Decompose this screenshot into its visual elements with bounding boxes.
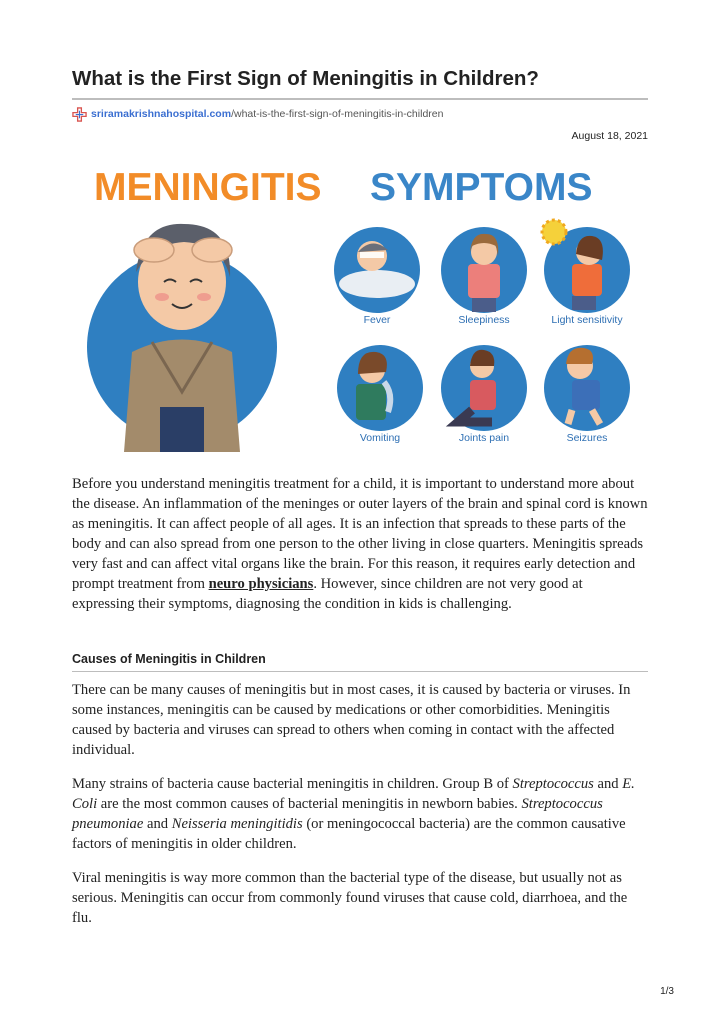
viral-paragraph: Viral meningitis is way more common than the bacterial type of the disease, but usually not as serious. Meningitis can occur from commonly found viruses that cause cold, diarrhoea, and the flu.: [72, 870, 628, 926]
hospital-logo-icon: [72, 107, 87, 122]
causes-paragraph: There can be many causes of meningitis but in most cases, it is caused by bacteria or viruses. In some instances, meningitis can be caused by medications or other comorbidities. Meningitis caused by bacteria and viruses can spread to others when coming in contact with the affected individual.: [72, 682, 631, 758]
section-divider: [72, 671, 648, 672]
symptom-joints-pain: [441, 345, 527, 444]
source-domain[interactable]: sriramakrishnahospital.com: [91, 108, 232, 120]
symptom-label-fever: Fever: [363, 314, 391, 326]
infographic-heading-meningitis: MENINGITIS: [94, 166, 322, 209]
intro-paragraph: Before you understand meningitis treatment for a child, it is important to understand more about the disease. An inflammation of the meninges or outer layers of the brain and spinal cord is known as meningitis. It can affect people of all ages. It is an infection that spreads to these parts of the body and can also spread from one person to the other living in close quarters. Meningitis spreads very fast and can affect vital organs like the brain. For this reason, it requires early detection and prompt treatment from neuro physicians. However, since children are not very good at expressing their symptoms, diagnosing the condition in kids is challenging.: [72, 476, 648, 612]
source-link[interactable]: [72, 106, 443, 122]
symptom-label-joints-pain: Joints pain: [458, 432, 510, 444]
symptom-light-sensitivity: [542, 220, 630, 326]
section-heading-causes: Causes of Meningitis in Children: [72, 652, 266, 666]
symptom-seizures: [544, 345, 630, 444]
symptom-vomiting: [337, 345, 423, 444]
symptom-sleepiness: [441, 227, 527, 326]
symptom-label-light-sensitivity: Light sensitivity: [551, 314, 623, 326]
symptom-label-vomiting: Vomiting: [359, 432, 401, 444]
infographic-heading-symptoms: SYMPTOMS: [370, 166, 593, 209]
symptom-label-seizures: Seizures: [566, 432, 608, 444]
neuro-physicians-link[interactable]: neuro physicians: [208, 576, 314, 592]
symptom-label-sleepiness: Sleepiness: [458, 314, 510, 326]
article-date: August 18, 2021: [571, 130, 648, 142]
bacteria-paragraph: Many strains of bacteria cause bacterial meningitis in children. Group B of Streptococcus and E. Coli are the most common causes of bacterial meningitis in newborn babies. Streptococcus pneumoniae and Neisseria meningitidis (or meningococcal bacteria) are the common causative factors of meningitis in older children.: [72, 776, 635, 852]
symptom-fever: [334, 227, 420, 326]
article-title: What is the First Sign of Meningitis in Children?: [72, 67, 539, 90]
source-path[interactable]: /what-is-the-first-sign-of-meningitis-in-children: [231, 108, 444, 120]
sick-child-illustration: [87, 224, 277, 452]
page-number: 1/3: [660, 986, 674, 997]
title-divider: [72, 98, 648, 100]
meningitis-symptoms-infographic: [72, 152, 648, 452]
